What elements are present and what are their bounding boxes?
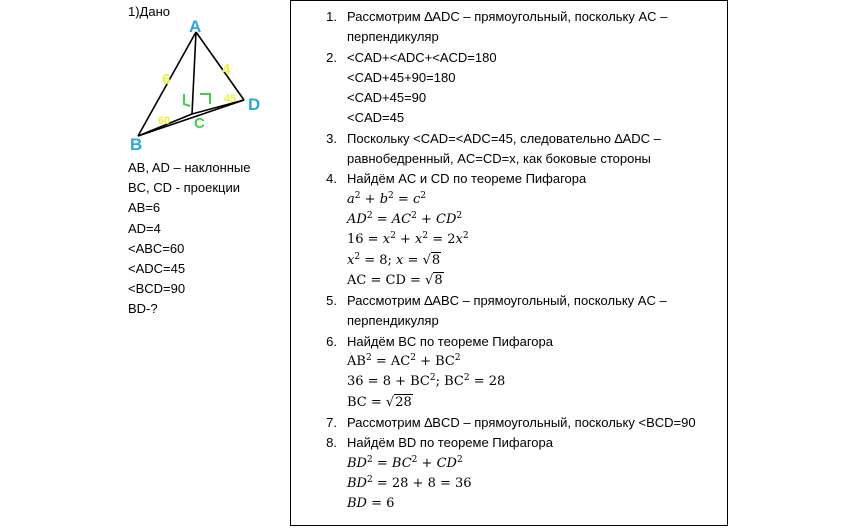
step-text: Найдём BD по теореме Пифагора <box>347 435 553 451</box>
step-text: Поскольку <CAD=<ADC=45, следовательно ∆ADC – <box>347 130 661 146</box>
formula-x-value: $x^2 = 8$; x = √8 <box>347 251 441 268</box>
vertex-label-c: C <box>194 115 205 132</box>
step-text: Рассмотрим ∆ADC – прямоугольный, поскольку AC – <box>347 9 668 24</box>
step-number: 4. <box>326 171 337 187</box>
formula-ab-squared: $AB^2 = AC^2 + BC^2$ <box>347 353 461 370</box>
length-label-ab: 6 <box>162 71 171 88</box>
given-line: BC, CD - проекции <box>128 180 240 196</box>
given-title: 1)Дано <box>128 4 171 19</box>
formula-pythagoras: $a^2 + b^2 = c^2$ <box>347 190 426 207</box>
solution-step-3 <box>291 129 727 170</box>
step-number: 8. <box>326 435 337 451</box>
step-text: Рассмотрим ∆ABC – прямоугольный, поскольку AC – <box>347 293 667 309</box>
given-line: <BCD=90 <box>128 281 186 297</box>
solution-step-5 <box>291 291 727 332</box>
right-angle-mark-acd <box>200 94 210 104</box>
given-line: <ADC=45 <box>128 261 186 277</box>
solution-step-1 <box>291 7 727 48</box>
edge-AD <box>196 32 244 100</box>
given-line: AB=6 <box>128 200 161 216</box>
solution-step-8 <box>291 433 727 514</box>
given-line: <ABC=60 <box>128 240 185 256</box>
solution-step-4 <box>291 169 727 291</box>
formula-ac-cd: AC = CD = √8 <box>347 272 443 288</box>
step-number: 5. <box>326 293 337 309</box>
vertex-label-d: D <box>248 95 261 114</box>
vertex-label-b: B <box>130 135 143 154</box>
given-line: BD-? <box>128 301 158 317</box>
sqrt-icon: √8 <box>422 252 441 268</box>
step-number: 2. <box>326 49 337 65</box>
sqrt-icon: √28 <box>385 394 412 410</box>
solution-step-7 <box>291 413 727 433</box>
step-text: Рассмотрим ∆BCD – прямоугольный, поскольку <BCD=90 <box>347 414 696 430</box>
formula-bc-value: BC = √28 <box>347 394 412 410</box>
step-text: <CAD+45=90 <box>347 90 427 106</box>
right-angle-marks <box>184 94 210 106</box>
step-number: 1. <box>326 9 337 24</box>
step-text: равнобедренный, AC=CD=x, как боковые стороны <box>347 151 651 167</box>
step-number: 7. <box>326 414 337 430</box>
pyramid-edges <box>138 32 244 136</box>
step-text: <CAD=45 <box>347 110 405 126</box>
right-angle-mark-acb <box>184 94 190 106</box>
solution-steps <box>291 7 727 514</box>
step-text: перпендикуляр <box>347 313 439 329</box>
vertex-label-a: A <box>189 18 202 36</box>
formula-ad-squared: $AD^2 = AC^2 + CD^2$ <box>347 210 463 227</box>
step-text: перпендикуляр <box>347 29 439 45</box>
solution-step-2 <box>291 48 727 129</box>
given-line: AD=4 <box>128 220 161 236</box>
length-label-ad: 4 <box>222 61 231 78</box>
given-list <box>128 158 251 320</box>
formula-36-equation: $36 = 8 + BC^2$; $BC^2 = 28$ <box>347 373 506 390</box>
step-text: Найдём AC и CD по теореме Пифагора <box>347 171 587 187</box>
edge-BD <box>138 100 244 136</box>
step-number: 3. <box>326 130 337 146</box>
angle-label-adc: 45 <box>224 93 237 105</box>
step-text: <CAD+45+90=180 <box>347 69 456 85</box>
step-number: 6. <box>326 333 337 349</box>
step-text: <CAD+<ADC+<ACD=180 <box>347 49 497 65</box>
sqrt-icon: √8 <box>425 272 443 288</box>
formula-bd-squared: $BD^2 = BC^2 + CD^2$ <box>347 454 463 471</box>
given-line: AB, AD – наклонные <box>128 160 251 175</box>
formula-bd-36: $BD^2 = 28 + 8 = 36$ <box>347 474 472 491</box>
formula-16-equation: $16 = x^2 + x^2 = 2x^2$ <box>347 231 469 248</box>
pyramid-diagram <box>128 18 278 158</box>
solution-step-6 <box>291 332 727 413</box>
formula-bd-result: BD = 6 <box>347 496 395 512</box>
step-text: Найдём BC по теореме Пифагора <box>347 333 553 349</box>
angle-label-abc: 60 <box>158 115 171 127</box>
solution-box <box>290 0 728 526</box>
edge-AC <box>192 32 196 114</box>
